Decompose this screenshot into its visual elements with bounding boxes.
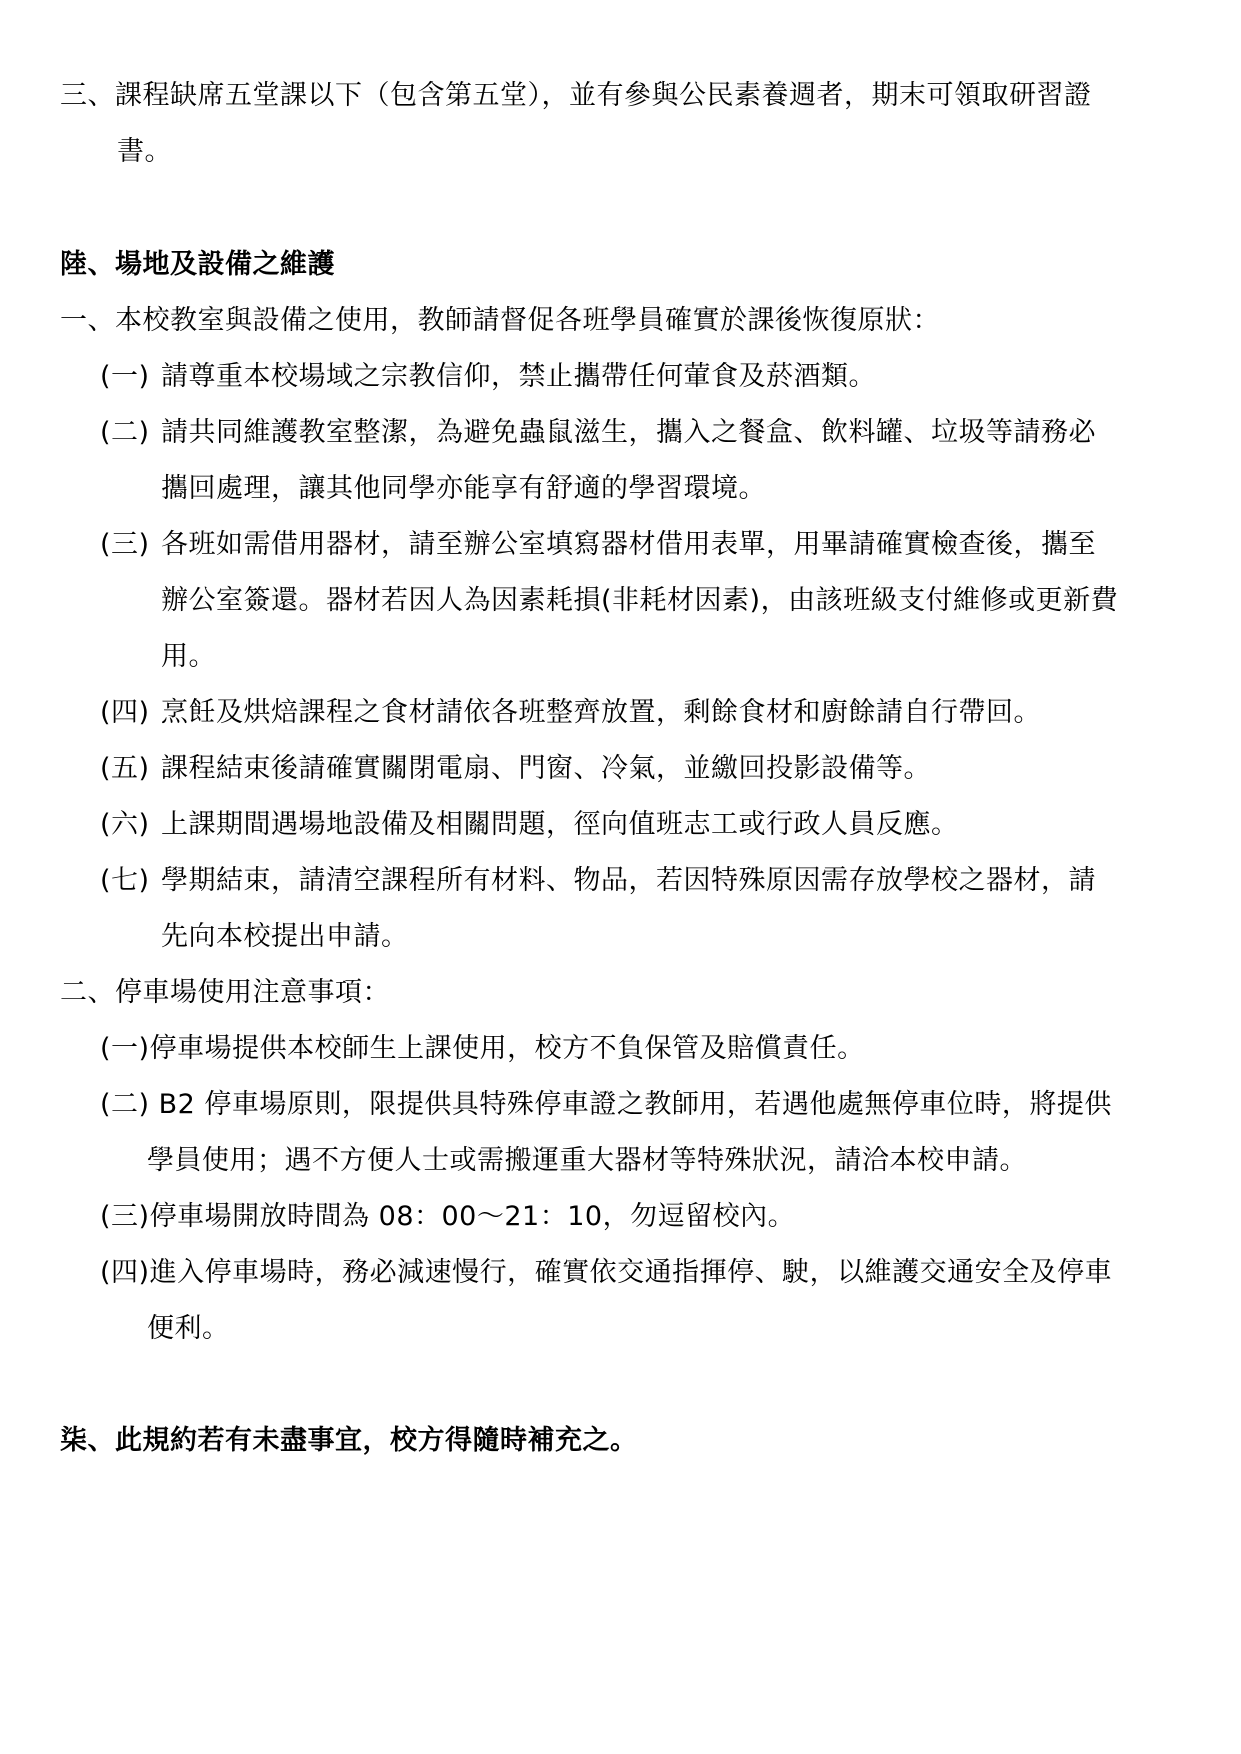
parking-rule-2: (二) B2 停車場原則，限提供具特殊停車證之教師用，若遇他處無停車位時，將提供: [100, 1089, 1112, 1120]
list-number: (七): [100, 865, 150, 896]
parking-title: 二、停車場使用注意事項：: [60, 977, 390, 1008]
classroom-use-title: 一、本校教室與設備之使用，教師請督促各班學員確實於課後恢復原狀：: [60, 305, 940, 336]
rule-text: 烹飪及烘焙課程之食材請依各班整齊放置，剩餘食材和廚餘請自行帶回。: [161, 697, 1041, 728]
list-number: (一): [100, 361, 150, 392]
list-number: (二): [100, 417, 150, 448]
classroom-rule-3: [100, 528, 1096, 562]
classroom-rule-2: [100, 416, 1096, 450]
classroom-rule-3-cont: 辦公室簽還。器材若因人為因素耗損(非耗材因素)，由該班級支付維修或更新費: [161, 585, 1119, 616]
list-number: (三): [100, 529, 150, 560]
parking-rule-2-cont: 學員使用；遇不方便人士或需搬運重大器材等特殊狀況，請洽本校申請。: [147, 1145, 1027, 1176]
rule-text: 學期結束，請清空課程所有材料、物品，若因特殊原因需存放學校之器材，請: [161, 865, 1096, 896]
section7-heading: 柒、此規約若有未盡事宜，校方得隨時補充之。: [60, 1425, 638, 1456]
rule-text: 請尊重本校場域之宗教信仰，禁止攜帶任何葷食及菸酒類。: [161, 361, 876, 392]
attendance-certificate-rule-cont: 書。: [117, 136, 172, 167]
list-number: (六): [100, 809, 150, 840]
classroom-rule-1: [100, 360, 876, 394]
classroom-rule-2-cont: 攜回處理，讓其他同學亦能享有舒適的學習環境。: [161, 473, 766, 504]
rule-text: 課程結束後請確實關閉電扇、門窗、冷氣，並繳回投影設備等。: [161, 753, 931, 784]
rule-text: 各班如需借用器材，請至辦公室填寫器材借用表單，用畢請確實檢查後，攜至: [161, 529, 1096, 560]
classroom-rule-3-cont2: 用。: [161, 641, 216, 672]
parking-rule-1: (一)停車場提供本校師生上課使用，校方不負保管及賠償責任。: [100, 1033, 865, 1064]
classroom-rule-7-cont: 先向本校提出申請。: [161, 921, 409, 952]
classroom-rule-5: [100, 752, 931, 786]
classroom-rule-4: [100, 696, 1041, 730]
list-number: (五): [100, 753, 150, 784]
rule-text: 上課期間遇場地設備及相關問題，徑向值班志工或行政人員反應。: [161, 809, 959, 840]
list-number: (四): [100, 697, 150, 728]
classroom-rule-6: [100, 808, 959, 842]
parking-rule-4-cont: 便利。: [147, 1313, 230, 1344]
parking-rule-3: (三)停車場開放時間為 08：00～21：10，勿逗留校內。: [100, 1201, 796, 1232]
attendance-certificate-rule: 三、課程缺席五堂課以下（包含第五堂），並有參與公民素養週者，期末可領取研習證: [60, 80, 1092, 111]
parking-rule-4: (四)進入停車場時，務必減速慢行，確實依交通指揮停、駛，以維護交通安全及停車: [100, 1257, 1113, 1288]
rule-text: 請共同維護教室整潔，為避免蟲鼠滋生，攜入之餐盒、飲料罐、垃圾等請務必: [161, 417, 1096, 448]
classroom-rule-7: [100, 864, 1096, 898]
section6-heading: 陸、場地及設備之維護: [60, 249, 335, 280]
